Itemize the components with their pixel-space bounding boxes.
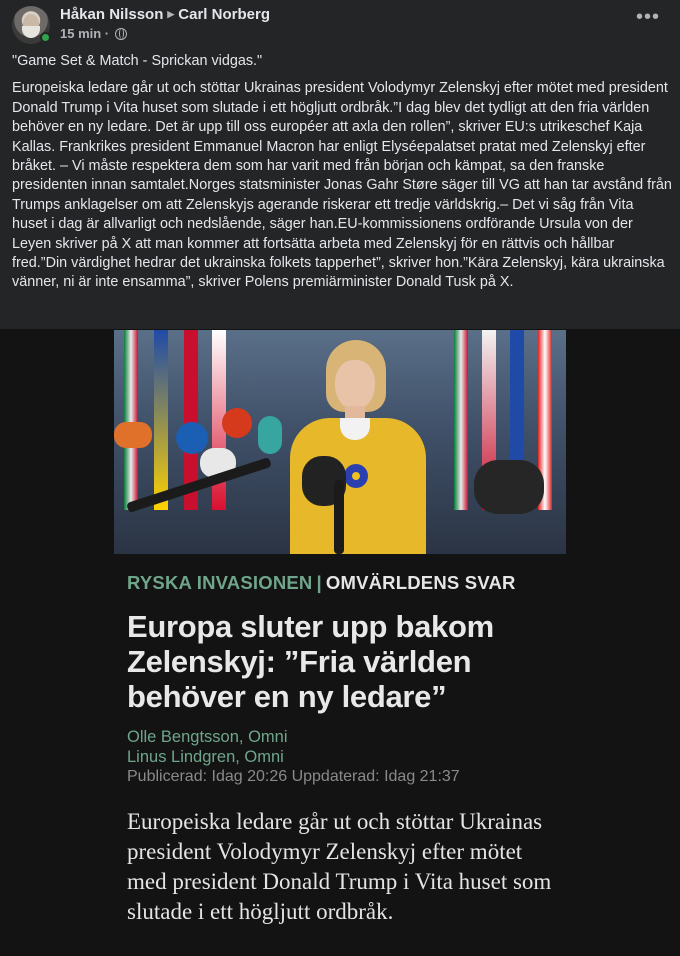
article-photo	[114, 330, 566, 554]
author-line	[60, 6, 270, 23]
shared-to-name[interactable]: Carl Norberg	[178, 6, 270, 23]
post-quote: "Game Set & Match - Sprickan vidgas."	[12, 53, 263, 69]
kicker-separator: |	[316, 572, 322, 593]
caret-right-icon: ▶	[167, 9, 175, 19]
post-header	[0, 0, 680, 48]
online-status-icon	[40, 32, 51, 43]
author-name[interactable]: Håkan Nilsson	[60, 6, 164, 23]
speaker-figure	[282, 340, 432, 554]
article-headline: Europa sluter upp bakom Zelenskyj: ”Fria världen behöver en ny ledare”	[127, 609, 494, 714]
post-body: Europeiska ledare går ut och stöttar Ukrainas president Volodymyr Zelenskyj efter mötet med president Donald Trump i Vita huset som slutade i ett högljutt ordbråk.”I dag blev det tydligt att den fria världen behöver en ny ledare. Det är upp till oss européer att axla den rollen”, skriver EU:s utrikeschef Kaja Kallas. Frankrikes president Emmanuel Macron har enligt Elyséepalatset pratat med Zelenskyj efter bråket. – Vi måste respektera dem som har varit med från början och kämpat, sa den franske presidenten innan samtalet.Norges statsminister Jonas Gahr Støre säger till VG att han tar avstånd från Trumps anklagelser om att Zelenskyjs agerande riskerar ett tredje världskrig.– Det vi såg från Vita huset i dag är allvarligt och nedslående, säger han.EU-kommissionens ordförande Ursula von der Leyen skriver på X att man kommer att fortsätta arbeta med Zelenskyj för en rättvis och hållbar fred.”Din värdighet hedrar det ukrainska folkets tapperhet”, skriver hon.”Kära Zelenskyj, kära ukrainska vänner, ni är inte ensamma”, skriver Polens premiärminister Donald Tusk på X.	[12, 80, 672, 291]
author-2[interactable]: Linus Lindgren, Omni	[127, 748, 284, 766]
post-meta: 15 min ·	[60, 26, 127, 41]
article-kicker	[127, 572, 516, 594]
flower-brooch-icon	[344, 464, 368, 488]
kicker-section[interactable]: RYSKA INVASIONEN	[127, 572, 313, 593]
avatar-beard	[22, 26, 40, 38]
more-options-button[interactable]	[636, 6, 661, 29]
kicker-topic[interactable]: OMVÄRLDENS SVAR	[325, 572, 516, 593]
globe-icon	[115, 28, 127, 40]
article-byline	[127, 727, 288, 767]
more-horizontal-icon: •••	[636, 6, 661, 28]
post-timestamp[interactable]: 15 min	[60, 26, 102, 41]
post-text	[12, 52, 672, 293]
microphone-icon	[114, 422, 152, 448]
article-published: Publicerad: Idag 20:26 Uppdaterad: Idag 21:37	[127, 768, 460, 785]
article-lead: Europeiska ledare går ut och stöttar Ukrainas president Volodymyr Zelenskyj efter mötet med president Donald Trump i Vita huset som slutade i ett högljutt ordbråk.	[127, 809, 552, 924]
author-1[interactable]: Olle Bengtsson, Omni	[127, 728, 288, 746]
